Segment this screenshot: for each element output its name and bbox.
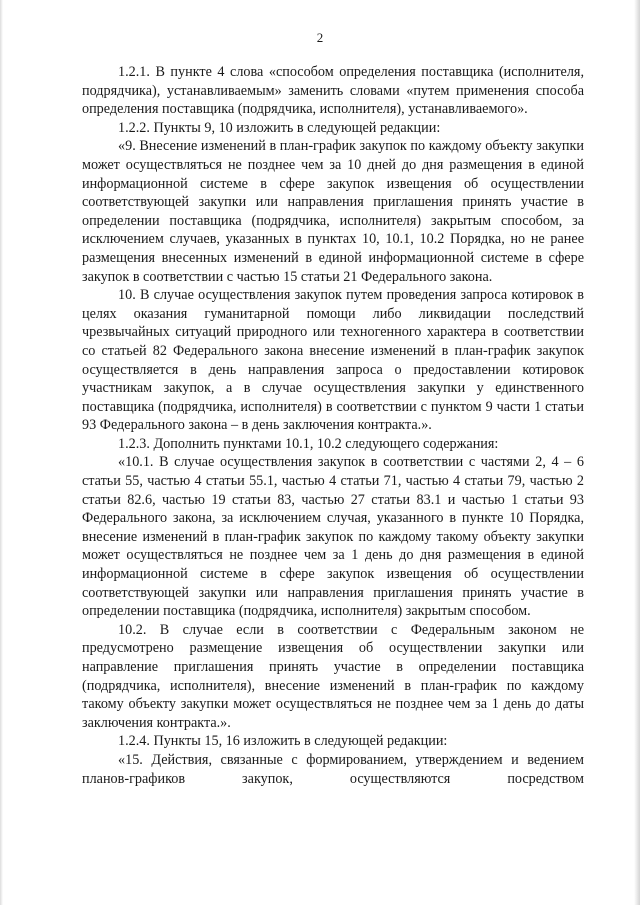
paragraph-1-2-3: 1.2.3. Дополнить пунктами 10.1, 10.2 следующего содержания: [118, 435, 499, 452]
document-body [82, 63, 584, 788]
paragraph-1-2-4: 1.2.4. Пункты 15, 16 изложить в следующей редакции: [118, 733, 448, 750]
paragraph-item-10: 10. В случае осуществления закупок путем проведения запроса котировок в целях оказания гуманитарной помощи либо ликвидации последствий чрезвычайных ситуаций природного или техногенного характера в соответствии со статьей 82 Федерального закона внесение изменений в план-график закупок осуществляется в день направления запроса о предоставлении котировок участникам закупок, а в случае осуществления закупки у единственного поставщика (подрядчика, исполнителя) в соответствии с пунктом 9 части 1 статьи 93 Федерального закона – в день заключения контракта.». [82, 287, 584, 434]
paragraph-1-2-1: 1.2.1. В пункте 4 слова «способом определения поставщика (исполнителя, подрядчика), устанавливаемым» заменить словами «путем применения способа определения поставщика (подрядчика, исполнителя), устанавливаемого». [82, 64, 584, 118]
paragraph-item-15: «15. Действия, связанные с формированием, утверждением и ведением планов-графиков закупок, осуществляются посредством [82, 751, 584, 787]
paragraph-item-10-2: 10.2. В случае если в соответствии с Федеральным законом не предусмотрено размещение извещения об осуществлении закупки или направление приглашения принять участие в определении поставщика (подрядчика, исполнителя), внесение изменений в план-график по каждому такому объекту закупки может осуществляться не позднее чем за 1 день до даты заключения контракта.». [82, 621, 584, 731]
scan-right-edge [634, 0, 640, 905]
paragraph-item-9: «9. Внесение изменений в план-график закупок по каждому объекту закупки может осуществляться не позднее чем за 10 дней до дня размещения в единой информационной системе в сфере закупок извещения об осуществлении соответствующей закупки или направления приглашения принять участие в определении поставщика (подрядчика, исполнителя) закрытым способом, за исключением случаев, указанных в пунктах 10, 10.1, 10.2 Порядка, но не ранее размещения внесенных изменений в единой информационной системе в сфере закупок в соответствии с частью 15 статьи 21 Федерального закона. [82, 138, 584, 285]
scan-left-edge [0, 0, 3, 905]
page-number: 2 [316, 30, 324, 45]
paragraph-item-10-1: «10.1. В случае осуществления закупок в соответствии с частями 2, 4 – 6 статьи 55, частью 4 статьи 55.1, частью 4 статьи 71, частью 4 статьи 79, частью 2 статьи 82.6, частью 19 статьи 83, частью 27 статьи 83.1 и частью 1 статьи 93 Федерального закона, за исключением случая, указанного в пункте 10 Порядка, внесение изменений в план-график закупок по каждому такому объекту закупки может осуществляться не позднее чем за 1 день до дня размещения в единой информационной системе в сфере закупок извещения об осуществлении соответствующей закупки или направления приглашения принять участие в определении поставщика (подрядчика, исполнителя) закрытым способом. [82, 454, 584, 620]
paragraph-1-2-2: 1.2.2. Пункты 9, 10 изложить в следующей редакции: [118, 119, 441, 136]
